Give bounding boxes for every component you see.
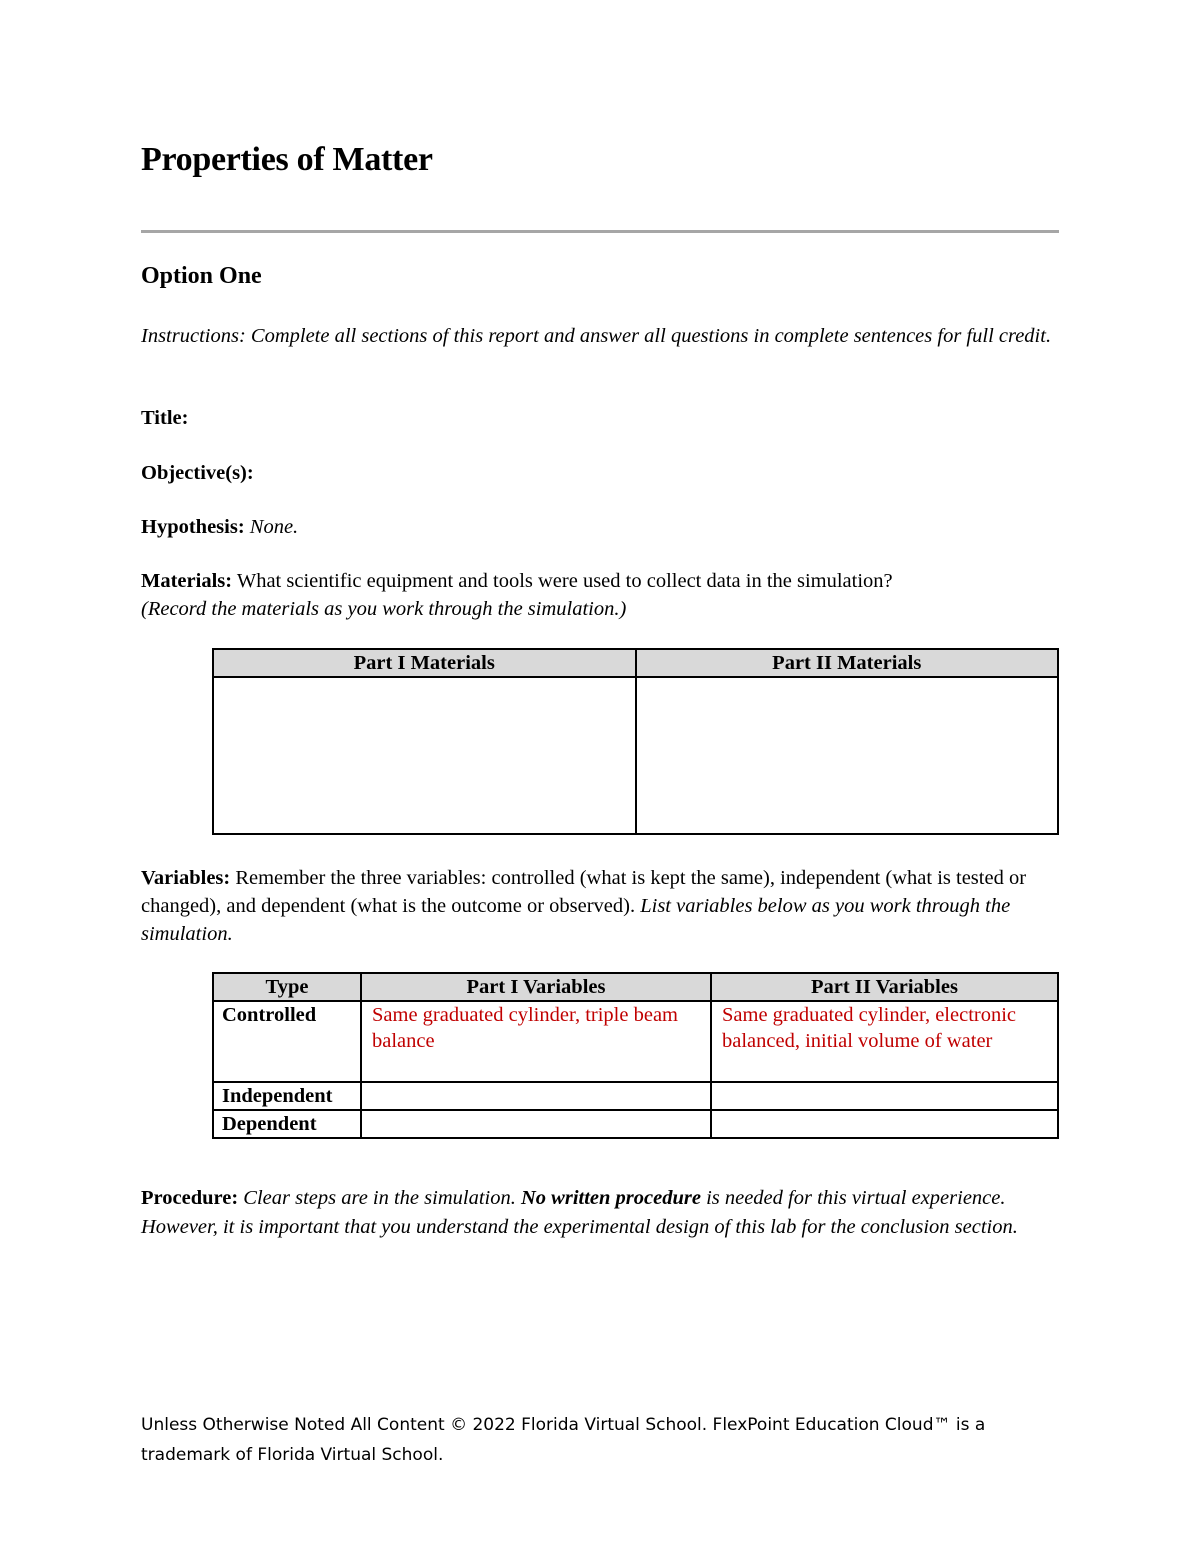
variables-table bbox=[212, 972, 1059, 1139]
variables-independent-part2[interactable] bbox=[711, 1082, 1058, 1110]
table-row bbox=[213, 1001, 1058, 1082]
title-divider bbox=[141, 230, 1059, 233]
procedure-text-1: Clear steps are in the simulation. bbox=[243, 1187, 516, 1209]
variables-header-part2: Part II Variables bbox=[711, 973, 1058, 1001]
variables-dependent-part1[interactable] bbox=[361, 1110, 711, 1138]
instructions-text: Instructions: Complete all sections of this report and answer all questions in complete sentences for full credit. bbox=[141, 325, 1052, 347]
variables-controlled-part2[interactable]: Same graduated cylinder, electronic balanced, initial volume of water bbox=[711, 1001, 1058, 1082]
materials-table-header-row bbox=[213, 649, 1058, 677]
procedure-paragraph bbox=[141, 1184, 1059, 1242]
page-title: Properties of Matter bbox=[141, 141, 433, 178]
materials-table bbox=[212, 648, 1059, 835]
variables-description: Remember the three variables: controlled (what is kept the same), independent (what is tested or changed), and dependent (what is the outcome or observed). bbox=[141, 867, 1027, 917]
materials-label: Materials: bbox=[141, 570, 233, 592]
materials-table-row bbox=[213, 677, 1058, 834]
variables-header-part1: Part I Variables bbox=[361, 973, 711, 1001]
variables-type-dependent: Dependent bbox=[213, 1110, 361, 1138]
variables-controlled-part1[interactable]: Same graduated cylinder, triple beam balance bbox=[361, 1001, 711, 1082]
materials-header-part1: Part I Materials bbox=[213, 649, 636, 677]
materials-cell-part2[interactable] bbox=[636, 677, 1059, 834]
hypothesis-value: None. bbox=[249, 516, 299, 538]
variables-table-header-row bbox=[213, 973, 1058, 1001]
hypothesis-line bbox=[141, 513, 1059, 541]
variables-type-controlled: Controlled bbox=[213, 1001, 361, 1082]
materials-paragraph bbox=[141, 567, 1059, 623]
table-row bbox=[213, 1110, 1058, 1138]
variables-note: List variables below as you work through the simulation. bbox=[141, 895, 1011, 945]
procedure-emphasis: No written procedure bbox=[520, 1187, 701, 1209]
procedure-text-2: is needed for this virtual experience. However, it is important that you understand the experimental design of this lab for the conclusion section. bbox=[141, 1187, 1018, 1238]
table-row bbox=[213, 1082, 1058, 1110]
hypothesis-label: Hypothesis: bbox=[141, 516, 245, 538]
variables-type-independent: Independent bbox=[213, 1082, 361, 1110]
objective-label: Objective(s): bbox=[141, 462, 254, 484]
variables-dependent-part2[interactable] bbox=[711, 1110, 1058, 1138]
variables-header-type: Type bbox=[213, 973, 361, 1001]
title-label: Title: bbox=[141, 407, 189, 429]
procedure-label: Procedure: bbox=[141, 1187, 239, 1209]
section-subtitle: Option One bbox=[141, 263, 262, 289]
variables-paragraph bbox=[141, 864, 1059, 948]
materials-header-part2: Part II Materials bbox=[636, 649, 1059, 677]
variables-label: Variables: bbox=[141, 867, 231, 889]
materials-note: (Record the materials as you work through the simulation.) bbox=[141, 598, 627, 620]
materials-question: What scientific equipment and tools were used to collect data in the simulation? bbox=[236, 570, 893, 592]
variables-independent-part1[interactable] bbox=[361, 1082, 711, 1110]
materials-cell-part1[interactable] bbox=[213, 677, 636, 834]
footer-copyright: Unless Otherwise Noted All Content © 2022 Florida Virtual School. FlexPoint Education Cloud™ is a trademark of Florida Virtual School. bbox=[141, 1415, 986, 1465]
